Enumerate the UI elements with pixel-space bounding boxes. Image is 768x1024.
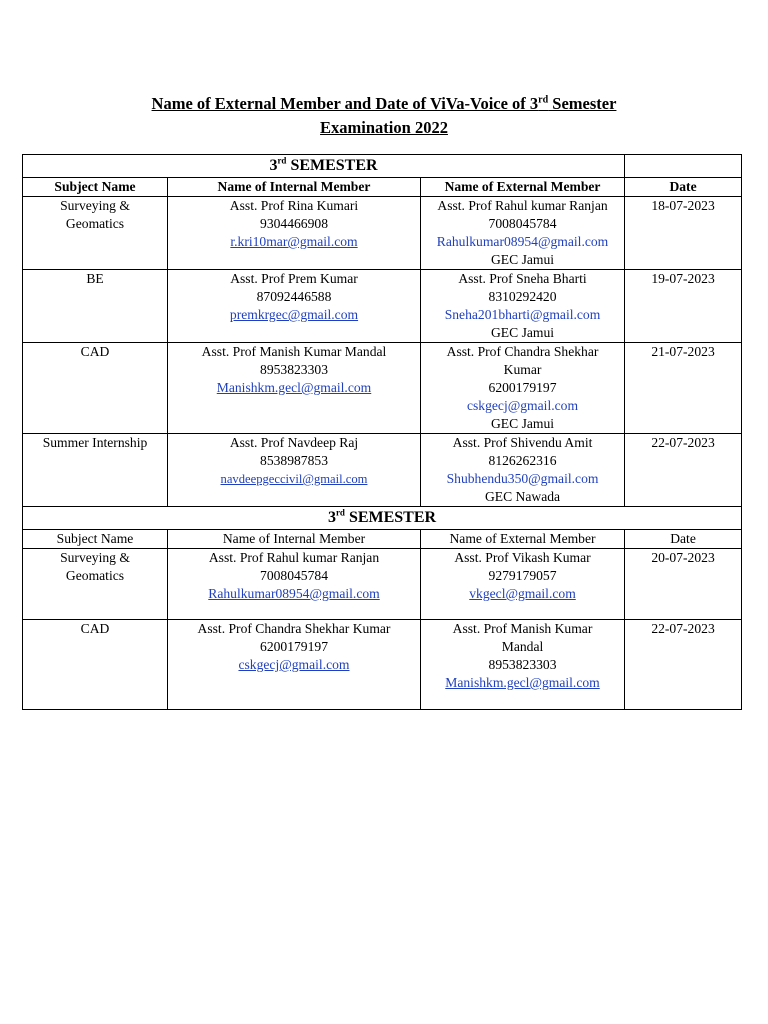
column-header-subject: Subject Name (23, 178, 168, 197)
date-cell: 22-07-2023 (625, 434, 742, 507)
subject-name: BE (86, 271, 104, 286)
subject-name-cont: Geomatics (65, 216, 125, 231)
external-member-cell (421, 343, 625, 434)
internal-member-name: Asst. Prof Rina Kumari (229, 198, 359, 213)
external-member-name: Asst. Prof Rahul kumar Ranjan (437, 198, 608, 213)
external-member-college: GEC Jamui (490, 252, 555, 267)
internal-member-name: Asst. Prof Prem Kumar (230, 271, 358, 286)
column-header-internal: Name of Internal Member (168, 178, 421, 197)
subject-name: Surveying & (60, 550, 130, 565)
external-member-email-link[interactable]: vkgecl@gmail.com (469, 586, 576, 601)
section-1-column-headers (23, 178, 742, 197)
subject-name-cont: Geomatics (65, 568, 125, 583)
table-row (23, 549, 742, 620)
external-member-phone: 6200179197 (488, 380, 557, 395)
external-member-cell (421, 270, 625, 343)
table-row (23, 197, 742, 270)
internal-member-cell (168, 620, 421, 710)
internal-member-email-link[interactable]: navdeepgeccivil@gmail.com (220, 472, 368, 486)
external-member-college: GEC Nawada (484, 489, 561, 504)
external-member-cell (421, 620, 625, 710)
external-member-name-cont: Kumar (503, 362, 542, 377)
table-row (23, 620, 742, 710)
external-member-email: Rahulkumar08954@gmail.com (436, 234, 609, 249)
table-row (23, 270, 742, 343)
title-superscript: rd (538, 94, 549, 106)
subject-name: CAD (80, 621, 110, 636)
external-member-phone: 8126262316 (488, 453, 557, 468)
column-header-internal: Name of Internal Member (168, 530, 421, 549)
internal-member-phone: 7008045784 (260, 568, 328, 583)
external-member-email: Sneha201bharti@gmail.com (444, 307, 601, 322)
section-1-heading-row (23, 155, 742, 178)
subject-cell (23, 197, 168, 270)
internal-member-cell (168, 343, 421, 434)
external-member-cell (421, 549, 625, 620)
title-line-1-text: Name of External Member and Date of ViVa-Voice of 3 (151, 94, 539, 113)
internal-member-phone: 6200179197 (260, 639, 328, 654)
table-row (23, 343, 742, 434)
external-member-phone: 8310292420 (488, 289, 557, 304)
internal-member-phone: 8538987853 (260, 453, 328, 468)
section-2-heading (23, 507, 742, 530)
internal-member-cell (168, 197, 421, 270)
date-cell: 21-07-2023 (625, 343, 742, 434)
section-2-heading-num: 3 (327, 509, 336, 526)
internal-member-name: Asst. Prof Navdeep Raj (229, 435, 359, 450)
external-member-phone: 9279179057 (488, 568, 557, 583)
internal-member-phone: 8953823303 (260, 362, 328, 377)
date-cell: 22-07-2023 (625, 620, 742, 710)
internal-member-phone: 87092446588 (256, 289, 332, 304)
section-2-column-headers (23, 530, 742, 549)
external-member-name: Asst. Prof Manish Kumar (452, 621, 593, 636)
external-member-email: Shubhendu350@gmail.com (446, 471, 599, 486)
section-1-heading-text: SEMESTER (286, 157, 378, 174)
date-cell: 19-07-2023 (625, 270, 742, 343)
subject-cell (23, 343, 168, 434)
date-cell: 18-07-2023 (625, 197, 742, 270)
section-2-heading-sup: rd (335, 507, 345, 518)
internal-member-email-link[interactable]: Rahulkumar08954@gmail.com (208, 586, 380, 601)
section-2-heading-row (23, 507, 742, 530)
date-cell: 20-07-2023 (625, 549, 742, 620)
external-member-phone: 8953823303 (488, 657, 557, 672)
external-member-name-cont: Mandal (501, 639, 544, 654)
column-header-date: Date (625, 178, 742, 197)
subject-name: CAD (80, 344, 110, 359)
subject-name: Surveying & (60, 198, 130, 213)
column-header-subject: Subject Name (23, 530, 168, 549)
subject-cell (23, 434, 168, 507)
internal-member-cell (168, 434, 421, 507)
internal-member-email-link[interactable]: r.kri10mar@gmail.com (230, 234, 358, 249)
internal-member-name: Asst. Prof Rahul kumar Ranjan (208, 550, 380, 565)
external-member-email-link[interactable]: Manishkm.gecl@gmail.com (445, 675, 600, 690)
external-member-college: GEC Jamui (490, 325, 555, 340)
title-line-1 (0, 92, 768, 116)
external-member-name: Asst. Prof Vikash Kumar (454, 550, 591, 565)
title-line-2: Examination 2022 (320, 118, 448, 137)
external-member-cell (421, 434, 625, 507)
title-line-1-suffix: Semester (548, 94, 617, 113)
viva-schedule-table (22, 154, 742, 710)
external-member-college: GEC Jamui (490, 416, 555, 431)
section-1-heading (23, 155, 625, 178)
external-member-phone: 7008045784 (488, 216, 557, 231)
external-member-name: Asst. Prof Chandra Shekhar (446, 344, 599, 359)
section-1-heading-sup: rd (277, 155, 287, 166)
column-header-external: Name of External Member (421, 178, 625, 197)
table-row (23, 434, 742, 507)
external-member-cell (421, 197, 625, 270)
subject-name: Summer Internship (42, 435, 148, 450)
internal-member-name: Asst. Prof Chandra Shekhar Kumar (197, 621, 391, 636)
internal-member-cell (168, 549, 421, 620)
external-member-email: cskgecj@gmail.com (466, 398, 579, 413)
subject-cell (23, 620, 168, 710)
subject-cell (23, 270, 168, 343)
internal-member-email-link[interactable]: premkrgec@gmail.com (229, 307, 359, 322)
column-header-date: Date (625, 530, 742, 549)
column-header-external: Name of External Member (421, 530, 625, 549)
external-member-name: Asst. Prof Shivendu Amit (452, 435, 593, 450)
external-member-name: Asst. Prof Sneha Bharti (458, 271, 587, 286)
internal-member-phone: 9304466908 (260, 216, 328, 231)
internal-member-email-link[interactable]: cskgecj@gmail.com (238, 657, 350, 672)
internal-member-name: Asst. Prof Manish Kumar Mandal (201, 344, 387, 359)
document-title (0, 92, 768, 140)
section-2-heading-text: SEMESTER (344, 509, 437, 526)
internal-member-email-link[interactable]: Manishkm.gecl@gmail.com (216, 380, 372, 395)
subject-cell (23, 549, 168, 620)
section-1-heading-num: 3 (269, 157, 278, 174)
internal-member-cell (168, 270, 421, 343)
section-1-heading-empty-cell (625, 155, 742, 178)
